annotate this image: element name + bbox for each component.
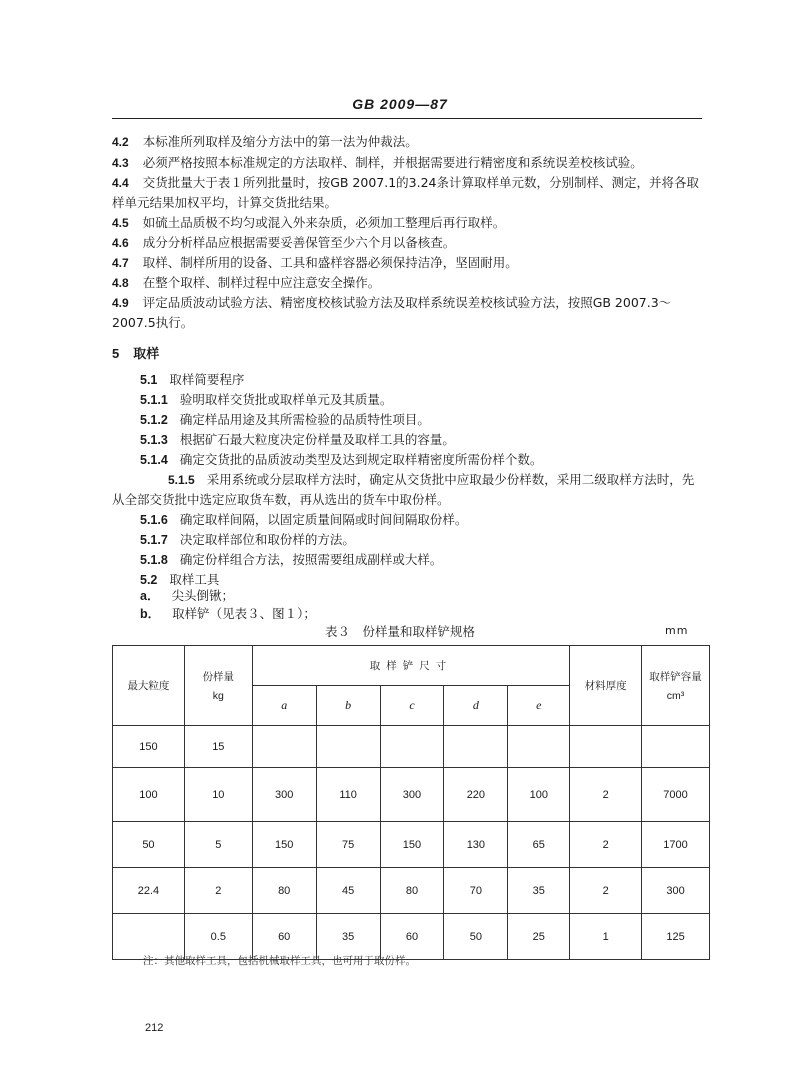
cell-d: 220 bbox=[444, 768, 508, 822]
item-text: 确定交货批的品质波动类型及达到规定取样精密度所需份样个数。 bbox=[179, 452, 543, 467]
table-row bbox=[113, 768, 710, 822]
clause-4-5 bbox=[112, 213, 702, 233]
header-max-size: 最大粒度 bbox=[113, 646, 185, 726]
clause-text: 如硫土品质极不均匀或混入外来杂质，必须加工整理后再行取样。 bbox=[142, 215, 506, 230]
tool-text: 取样铲（见表３、图１）； bbox=[172, 606, 316, 621]
cell-c: 150 bbox=[380, 822, 444, 868]
item-5-1-6 bbox=[140, 510, 467, 528]
cell-mass: 0.5 bbox=[184, 914, 252, 960]
cell-thickness: 2 bbox=[570, 868, 642, 914]
cell-thickness bbox=[570, 726, 642, 768]
cell-mass: 10 bbox=[184, 768, 252, 822]
cell-d: 130 bbox=[444, 822, 508, 868]
clause-text: 成分分析样品应根据需要妥善保管至少六个月以备核查。 bbox=[142, 235, 456, 250]
cell-c bbox=[380, 726, 444, 768]
table-row bbox=[113, 726, 710, 768]
item-text: 确定份样组合方法，按照需要组成副样或大样。 bbox=[179, 552, 443, 567]
tool-b bbox=[140, 604, 316, 622]
cell-mass: 15 bbox=[184, 726, 252, 768]
cell-e: 100 bbox=[508, 768, 570, 822]
clause-text: 在整个取样、制样过程中应注意安全操作。 bbox=[142, 275, 381, 290]
clause-4-3 bbox=[112, 153, 702, 173]
cell-a: 300 bbox=[252, 768, 316, 822]
clause-text: 取样、制样所用的设备、工具和盛样容器必须保持洁净，坚固耐用。 bbox=[142, 255, 518, 270]
cell-capacity: 1700 bbox=[642, 822, 710, 868]
item-5-1-3 bbox=[140, 430, 455, 448]
item-number: 5.1.7 bbox=[140, 533, 168, 547]
clause-text: 本标准所列取样及缩分方法中的第一法为仲裁法。 bbox=[142, 134, 418, 149]
header-dim-b: b bbox=[316, 686, 380, 726]
clause-4-4 bbox=[112, 173, 702, 213]
cell-e bbox=[508, 726, 570, 768]
clause-number: 4.5 bbox=[112, 216, 129, 230]
sample-spec-table bbox=[112, 645, 710, 960]
header-sample-mass-unit: kg bbox=[212, 690, 224, 702]
header-capacity bbox=[642, 646, 710, 726]
clause-text: 交货批量大于表１所列批量时，按GB 2007.1的3.24条计算取样单元数，分别制样、测定，并将各取样单元结果加权平均，计算交货批结果。 bbox=[112, 175, 699, 210]
item-number: 5.1.4 bbox=[140, 453, 168, 467]
clause-number: 4.6 bbox=[112, 236, 129, 250]
item-number: 5.1.6 bbox=[140, 513, 168, 527]
cell-thickness: 2 bbox=[570, 768, 642, 822]
cell-max: 50 bbox=[113, 822, 185, 868]
header-thickness: 材料厚度 bbox=[570, 646, 642, 726]
cell-max: 22.4 bbox=[113, 868, 185, 914]
cell-thickness: 1 bbox=[570, 914, 642, 960]
item-text: 根据矿石最大粒度决定份样量及取样工具的容量。 bbox=[179, 432, 455, 447]
header-rule bbox=[112, 118, 702, 119]
header-sample-mass-label: 份样量 bbox=[202, 671, 235, 683]
cell-mass: 2 bbox=[184, 868, 252, 914]
header-sample-mass bbox=[184, 646, 252, 726]
clause-number: 4.3 bbox=[112, 156, 129, 170]
section-title-text: 取样 bbox=[133, 347, 160, 362]
tool-label: a． bbox=[140, 589, 160, 603]
running-header: GB 2009—87 bbox=[352, 96, 448, 112]
clause-text: 评定品质波动试验方法、精密度校核试验方法及取样系统误差校核试验方法，按照GB 2007.3～2007.5执行。 bbox=[112, 295, 672, 330]
cell-b: 75 bbox=[316, 822, 380, 868]
cell-capacity: 125 bbox=[642, 914, 710, 960]
table-unit: mm bbox=[665, 624, 689, 637]
item-text: 确定样品用途及其所需检验的品质特性项目。 bbox=[179, 412, 430, 427]
clause-4-7 bbox=[112, 253, 702, 273]
cell-mass: 5 bbox=[184, 822, 252, 868]
clause-4-2 bbox=[112, 132, 702, 152]
clause-number: 4.9 bbox=[112, 296, 129, 310]
header-dim-e: e bbox=[508, 686, 570, 726]
table-row bbox=[113, 868, 710, 914]
cell-b: 45 bbox=[316, 868, 380, 914]
cell-b bbox=[316, 726, 380, 768]
clause-4-6 bbox=[112, 233, 702, 253]
item-number: 5.1.1 bbox=[140, 393, 168, 407]
cell-max: 150 bbox=[113, 726, 185, 768]
cell-b: 35 bbox=[316, 914, 380, 960]
cell-c: 80 bbox=[380, 868, 444, 914]
clause-4-9 bbox=[112, 293, 702, 333]
section-5-title bbox=[112, 343, 159, 362]
header-shovel-dims: 取样铲尺寸 bbox=[252, 646, 569, 686]
item-5-1-8 bbox=[140, 550, 442, 568]
cell-e: 35 bbox=[508, 868, 570, 914]
cell-max: 100 bbox=[113, 768, 185, 822]
header-dim-d: d bbox=[444, 686, 508, 726]
cell-capacity: 300 bbox=[642, 868, 710, 914]
cell-d: 50 bbox=[444, 914, 508, 960]
table-note: 注：其他取样工具，包括机械取样工具，也可用于取份样。 bbox=[143, 955, 416, 967]
item-5-1-5 bbox=[112, 470, 702, 510]
item-number: 5.1.8 bbox=[140, 553, 168, 567]
clause-text: 必须严格按照本标准规定的方法取样、制样，并根据需要进行精密度和系统误差校核试验。 bbox=[142, 155, 643, 170]
cell-capacity: 7000 bbox=[642, 768, 710, 822]
cell-capacity bbox=[642, 726, 710, 768]
header-capacity-label: 取样铲容量 bbox=[649, 671, 702, 683]
item-text: 决定取样部位和取份样的方法。 bbox=[179, 532, 355, 547]
cell-a: 150 bbox=[252, 822, 316, 868]
item-text: 确定取样间隔，以固定质量间隔或时间间隔取份样。 bbox=[179, 512, 468, 527]
tool-label: b． bbox=[140, 607, 161, 621]
item-text: 取样简要程序 bbox=[169, 372, 245, 387]
item-number: 5.1.2 bbox=[140, 413, 168, 427]
cell-e: 65 bbox=[508, 822, 570, 868]
item-text: 采用系统或分层取样方法时，确定从交货批中应取最少份样数，采用二级取样方法时，先从全部交货批中选定应取货车数，再从选出的货车中取份样。 bbox=[112, 472, 695, 507]
item-5-1-1 bbox=[140, 390, 392, 408]
item-text: 验明取样交货批或取样单元及其质量。 bbox=[179, 392, 393, 407]
item-number: 5.2 bbox=[140, 573, 158, 587]
tool-a bbox=[140, 586, 234, 604]
item-text: 取样工具 bbox=[169, 572, 220, 587]
table-caption: 表３ 份样量和取样铲规格 bbox=[324, 624, 475, 639]
item-5-1-7 bbox=[140, 530, 355, 548]
item-number: 5.1.5 bbox=[168, 473, 195, 487]
clause-number: 4.8 bbox=[112, 276, 129, 290]
page-number: 212 bbox=[145, 1022, 164, 1034]
cell-c: 300 bbox=[380, 768, 444, 822]
clause-number: 4.2 bbox=[112, 135, 129, 149]
clause-4-8 bbox=[112, 273, 702, 293]
clause-number: 4.7 bbox=[112, 256, 129, 270]
cell-b: 110 bbox=[316, 768, 380, 822]
item-5-1 bbox=[140, 370, 244, 388]
cell-d: 70 bbox=[444, 868, 508, 914]
cell-e: 25 bbox=[508, 914, 570, 960]
cell-a: 80 bbox=[252, 868, 316, 914]
item-5-1-4 bbox=[140, 450, 542, 468]
cell-thickness: 2 bbox=[570, 822, 642, 868]
clause-number: 4.4 bbox=[112, 176, 129, 190]
cell-d bbox=[444, 726, 508, 768]
item-5-1-2 bbox=[140, 410, 430, 428]
table-row bbox=[113, 822, 710, 868]
section-number: 5 bbox=[112, 346, 120, 361]
cell-c: 60 bbox=[380, 914, 444, 960]
item-number: 5.1 bbox=[140, 373, 158, 387]
header-dim-c: c bbox=[380, 686, 444, 726]
tool-text: 尖头倒锹； bbox=[171, 588, 234, 603]
header-capacity-unit: cm³ bbox=[666, 690, 685, 702]
cell-a bbox=[252, 726, 316, 768]
header-dim-a: a bbox=[252, 686, 316, 726]
item-number: 5.1.3 bbox=[140, 433, 168, 447]
cell-a: 60 bbox=[252, 914, 316, 960]
